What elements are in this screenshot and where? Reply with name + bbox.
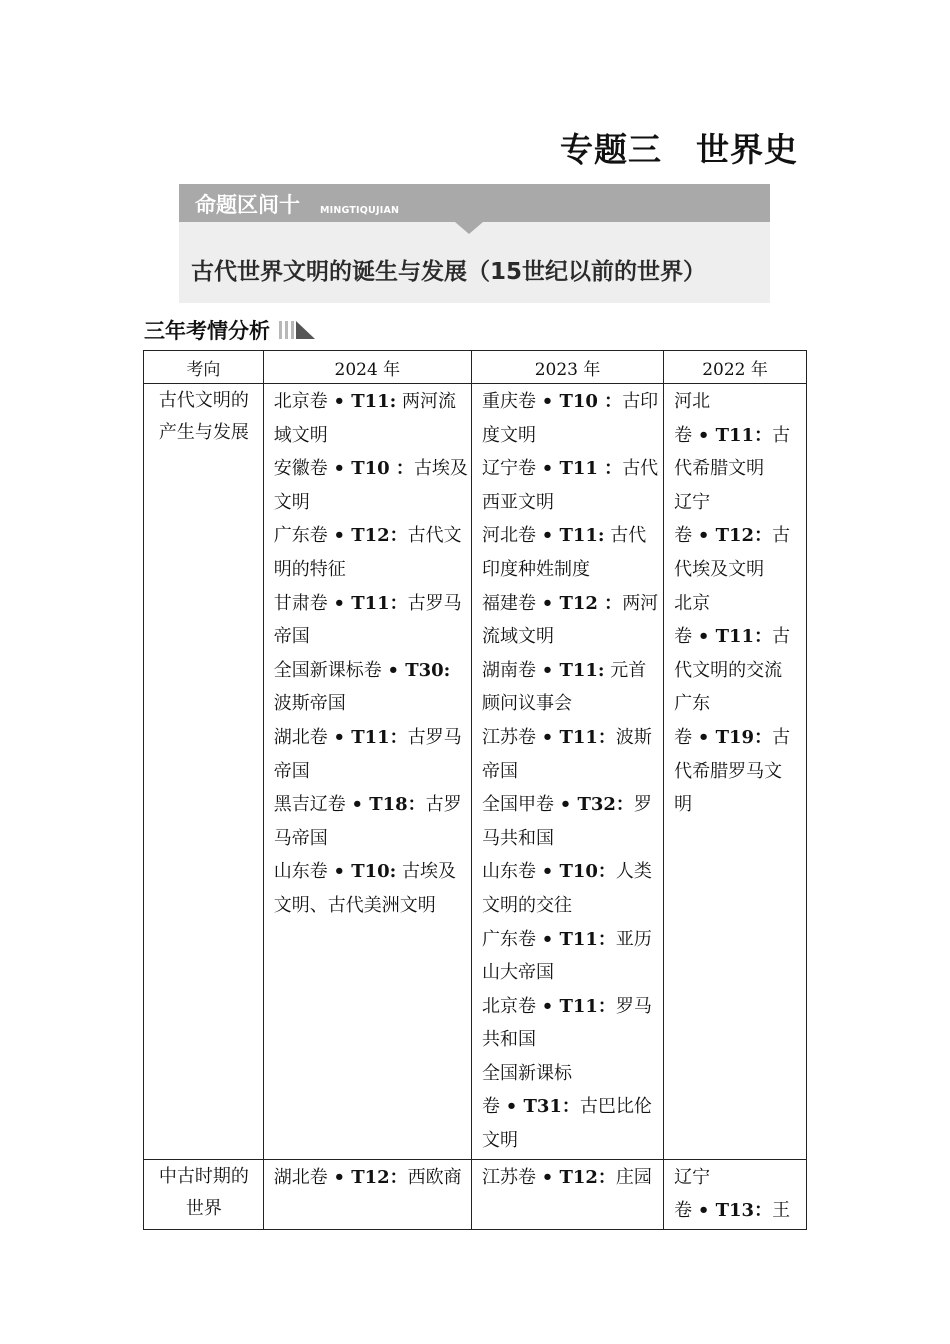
cell-line: 山东卷 • T10：人类: [481, 861, 652, 883]
cell-line: 湖南卷 • T11: 元首: [481, 659, 647, 681]
topic-cell: [144, 1159, 264, 1229]
cell-line: 江苏卷 • T11：波斯: [481, 726, 652, 748]
cell-line: 世界: [185, 1197, 222, 1219]
cell-line: 卷 • T11：古: [674, 424, 791, 446]
cell-2022: [664, 384, 807, 1160]
cell-line: 北京卷 • T11：罗马: [481, 995, 652, 1017]
table-row: [144, 1159, 807, 1229]
cell-line: 甘肃卷 • T11：古罗马: [273, 592, 462, 614]
cell-line: 代埃及文明: [674, 558, 765, 580]
cell-line: 文明的交往: [481, 894, 572, 916]
banner-label: 命题区间十: [195, 193, 300, 217]
cell-line: 明: [674, 794, 693, 816]
cell-line: 波斯帝国: [273, 693, 346, 715]
cell-line: 广东: [674, 693, 711, 715]
cell-line: 卷 • T13：王: [674, 1200, 791, 1222]
cell-line: 安徽卷 • T10 ：古埃及: [273, 458, 468, 480]
section-heading: [144, 315, 318, 345]
cell-2023: [471, 384, 663, 1160]
cell-line: 卷 • T11：古: [674, 626, 791, 648]
cell-line: 北京: [674, 592, 711, 614]
cell-2024: [263, 1159, 471, 1229]
table-row: [144, 384, 807, 1160]
cell-line: 卷 • T31：古巴比伦: [481, 1096, 652, 1118]
cell-line: 马共和国: [481, 827, 554, 849]
section-heading-text: 三年考情分析: [144, 319, 270, 343]
cell-line: 广东卷 • T12：古代文: [273, 525, 462, 547]
cell-line: 西亚文明: [481, 491, 554, 513]
cell-line: 河北卷 • T11: 古代: [481, 525, 647, 547]
banner-label-pinyin: MINGTIQUJIAN: [320, 205, 400, 216]
cell-line: 河北: [674, 391, 711, 412]
table-header-row: [144, 351, 807, 384]
cell-line: 湖北卷 • T11：古罗马: [273, 726, 462, 748]
column-header: 2023 年: [471, 351, 663, 384]
cell-line: 帝国: [273, 760, 310, 782]
cell-line: 度文明: [481, 424, 536, 446]
cell-line: 中古时期的: [158, 1165, 249, 1187]
section-arrow-icon: [278, 319, 318, 341]
cell-line: 山大帝国: [481, 962, 554, 984]
page-title: 专题三 世界史: [560, 130, 798, 169]
section-banner: [179, 184, 770, 303]
cell-line: 明的特征: [273, 558, 346, 580]
cell-line: 北京卷 • T11: 两河流: [273, 391, 457, 412]
cell-line: 古代文明的: [158, 390, 249, 411]
cell-line: 山东卷 • T10: 古埃及: [273, 861, 457, 883]
topic-cell: [144, 384, 264, 1160]
cell-line: 帝国: [481, 760, 518, 782]
cell-line: 文明、古代美洲文明: [273, 894, 436, 916]
cell-line: 福建卷 • T12 ：两河: [481, 592, 659, 614]
cell-line: 共和国: [481, 1029, 536, 1051]
cell-line: 印度种姓制度: [481, 558, 590, 580]
cell-line: 马帝国: [273, 827, 328, 849]
cell-line: 湖北卷 • T12：西欧商: [273, 1166, 462, 1188]
cell-2023: [471, 1159, 663, 1229]
cell-line: 黑吉辽卷 • T18：古罗: [273, 794, 462, 816]
cell-2024: [263, 384, 471, 1160]
cell-line: 文明: [481, 1130, 518, 1152]
banner-notch: [455, 222, 483, 234]
cell-line: 流域文明: [481, 626, 554, 648]
cell-line: 代希腊文明: [674, 458, 765, 480]
cell-line: 全国新课标: [481, 1062, 572, 1084]
cell-line: 文明: [273, 491, 310, 513]
cell-line: 卷 • T12：古: [674, 525, 791, 547]
exam-analysis-table: [143, 350, 807, 1230]
cell-line: 顾问议事会: [481, 693, 572, 715]
column-header: 考向: [144, 351, 264, 384]
cell-line: 重庆卷 • T10 ：古印: [481, 391, 659, 412]
cell-line: 江苏卷 • T12：庄园: [481, 1166, 652, 1188]
cell-line: 辽宁: [674, 1166, 711, 1188]
cell-line: 代希腊罗马文: [674, 760, 783, 782]
banner-label-bar: [179, 184, 770, 222]
cell-line: 广东卷 • T11：亚历: [481, 928, 652, 950]
cell-line: 产生与发展: [158, 422, 249, 443]
cell-line: 辽宁卷 • T11 ：古代: [481, 458, 659, 480]
cell-line: 全国新课标卷 • T30:: [273, 659, 451, 681]
cell-line: 域文明: [273, 424, 328, 446]
cell-line: 全国甲卷 • T32：罗: [481, 794, 652, 816]
column-header: 2022 年: [664, 351, 807, 384]
cell-line: 卷 • T19：古: [674, 726, 791, 748]
cell-line: 辽宁: [674, 491, 711, 513]
banner-heading: 古代世界文明的诞生与发展（15世纪以前的世界）: [191, 259, 707, 285]
cell-line: 代文明的交流: [674, 659, 783, 681]
column-header: 2024 年: [263, 351, 471, 384]
cell-line: 帝国: [273, 626, 310, 648]
cell-2022: [664, 1159, 807, 1229]
